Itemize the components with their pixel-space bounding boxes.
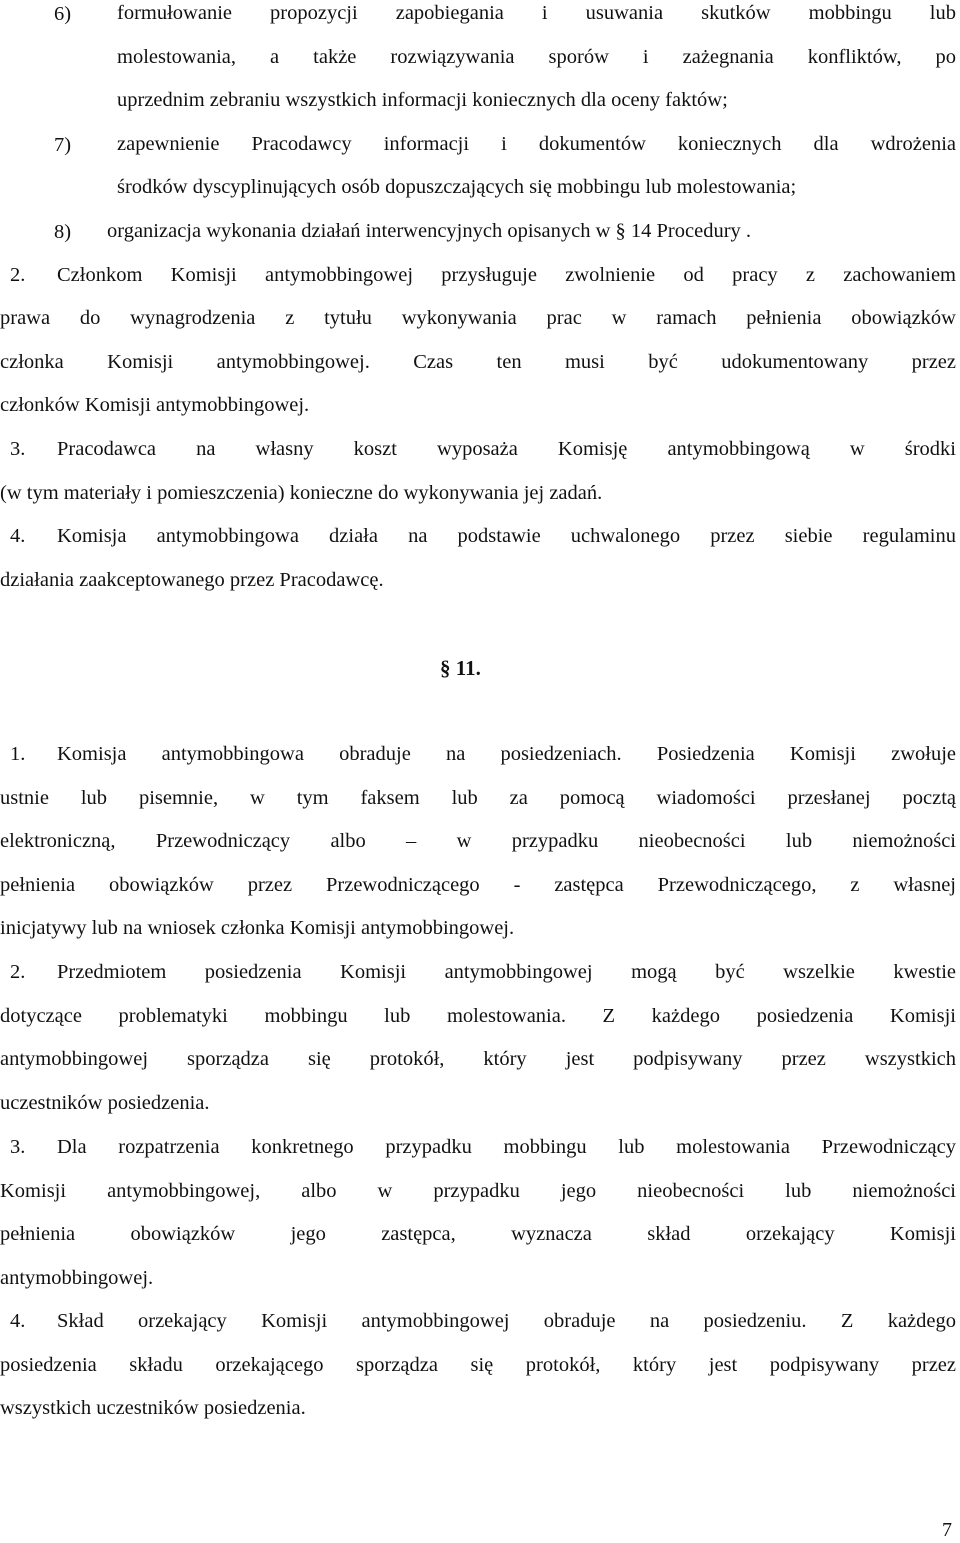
- text-line: Komisja antymobbingowa obraduje na posiedzeniach. Posiedzenia Komisji zwołuje: [57, 743, 956, 765]
- text-line: ustnie lub pisemnie, w tym faksem lub za pomocą wiadomości przesłanej pocztą: [0, 786, 956, 809]
- text-line: uprzednim zebraniu wszystkich informacji koniecznych dla oceny faktów;: [117, 89, 728, 112]
- paragraph-number: 4.: [10, 1310, 26, 1332]
- text-line: Skład orzekający Komisji antymobbingowej obraduje na posiedzeniu. Z każdego: [57, 1310, 956, 1332]
- text-line: wszystkich uczestników posiedzenia.: [0, 1397, 306, 1420]
- paragraph-number: 3.: [10, 1136, 26, 1158]
- paragraph-text: [0, 1126, 956, 1300]
- item-text: [107, 210, 956, 254]
- text-line: elektroniczną, Przewodniczący albo – w przypadku nieobecności lub niemożności: [0, 830, 956, 853]
- item-text: [117, 166, 956, 210]
- text-line: prawa do wynagrodzenia z tytułu wykonywania prac w ramach pełnienia obowiązków: [0, 307, 956, 330]
- paragraph-text: [0, 733, 956, 951]
- item-number: 6): [54, 3, 72, 25]
- paragraph-number: 2.: [10, 263, 26, 286]
- text-line: Pracodawca na własny koszt wyposaża Komisję antymobbingową w środki: [57, 438, 956, 460]
- text-line: zapewnienie Pracodawcy informacji i dokumentów koniecznych dla wdrożenia: [117, 132, 956, 155]
- text-line: pełnienia obowiązków jego zastępca, wyznacza skład orzekający Komisji: [0, 1223, 956, 1246]
- paragraph-text: [0, 428, 956, 515]
- text-line: Przedmiotem posiedzenia Komisji antymobbingowej mogą być wszelkie kwestie: [57, 961, 956, 983]
- paragraph-number: 3.: [10, 438, 26, 460]
- text-line: inicjatywy lub na wniosek członka Komisji antymobbingowej.: [0, 917, 515, 940]
- text-line: działania zaakceptowanego przez Pracodawcę.: [0, 568, 384, 591]
- text-line: formułowanie propozycji zapobiegania i usuwania skutków mobbingu lub: [117, 2, 956, 24]
- paragraph-text: [0, 254, 956, 428]
- item-number: 7): [54, 133, 72, 156]
- text-line: antymobbingowej sporządza się protokół, który jest podpisywany przez wszystkich: [0, 1048, 956, 1071]
- item-text: [117, 0, 956, 36]
- text-line: (w tym materiały i pomieszczenia) konieczne do wykonywania jej zadań.: [0, 481, 603, 504]
- paragraph-number: 1.: [10, 743, 26, 765]
- text-line: członka Komisji antymobbingowej. Czas ten musi być udokumentowany przez: [0, 350, 956, 373]
- item-text: [117, 123, 956, 167]
- paragraph-text: [0, 515, 956, 602]
- text-line: dotyczące problematyki mobbingu lub molestowania. Z każdego posiedzenia Komisji: [0, 1004, 956, 1027]
- text-line: środków dyscyplinujących osób dopuszczających się mobbingu lub molestowania;: [117, 176, 797, 199]
- item-text: [117, 36, 956, 123]
- paragraph-text: [0, 1300, 956, 1431]
- text-line: molestowania, a także rozwiązywania sporów i zażegnania konfliktów, po: [117, 45, 956, 68]
- text-line: antymobbingowej.: [0, 1266, 154, 1289]
- paragraph-number: 2.: [10, 961, 26, 983]
- text-line: Dla rozpatrzenia konkretnego przypadku mobbingu lub molestowania Przewodniczący: [57, 1136, 956, 1158]
- paragraph-number: 4.: [10, 525, 26, 547]
- text-line: organizacja wykonania działań interwencyjnych opisanych w § 14 Procedury .: [107, 220, 752, 242]
- text-line: posiedzenia składu orzekającego sporządza się protokół, który jest podpisywany przez: [0, 1353, 956, 1376]
- section-heading: § 11.: [440, 656, 481, 680]
- text-line: członków Komisji antymobbingowej.: [0, 394, 310, 417]
- page-number: 7: [942, 1519, 952, 1541]
- item-number: 8): [54, 221, 72, 243]
- text-line: Członkom Komisji antymobbingowej przysługuje zwolnienie od pracy z zachowaniem: [57, 263, 956, 286]
- text-line: uczestników posiedzenia.: [0, 1091, 210, 1114]
- text-line: Komisja antymobbingowa działa na podstawie uchwalonego przez siebie regulaminu: [57, 525, 956, 547]
- paragraph-text: [0, 951, 956, 1125]
- text-line: pełnienia obowiązków przez Przewodniczącego - zastępca Przewodniczącego, z własnej: [0, 873, 956, 896]
- text-line: Komisji antymobbingowej, albo w przypadku jego nieobecności lub niemożności: [0, 1179, 956, 1202]
